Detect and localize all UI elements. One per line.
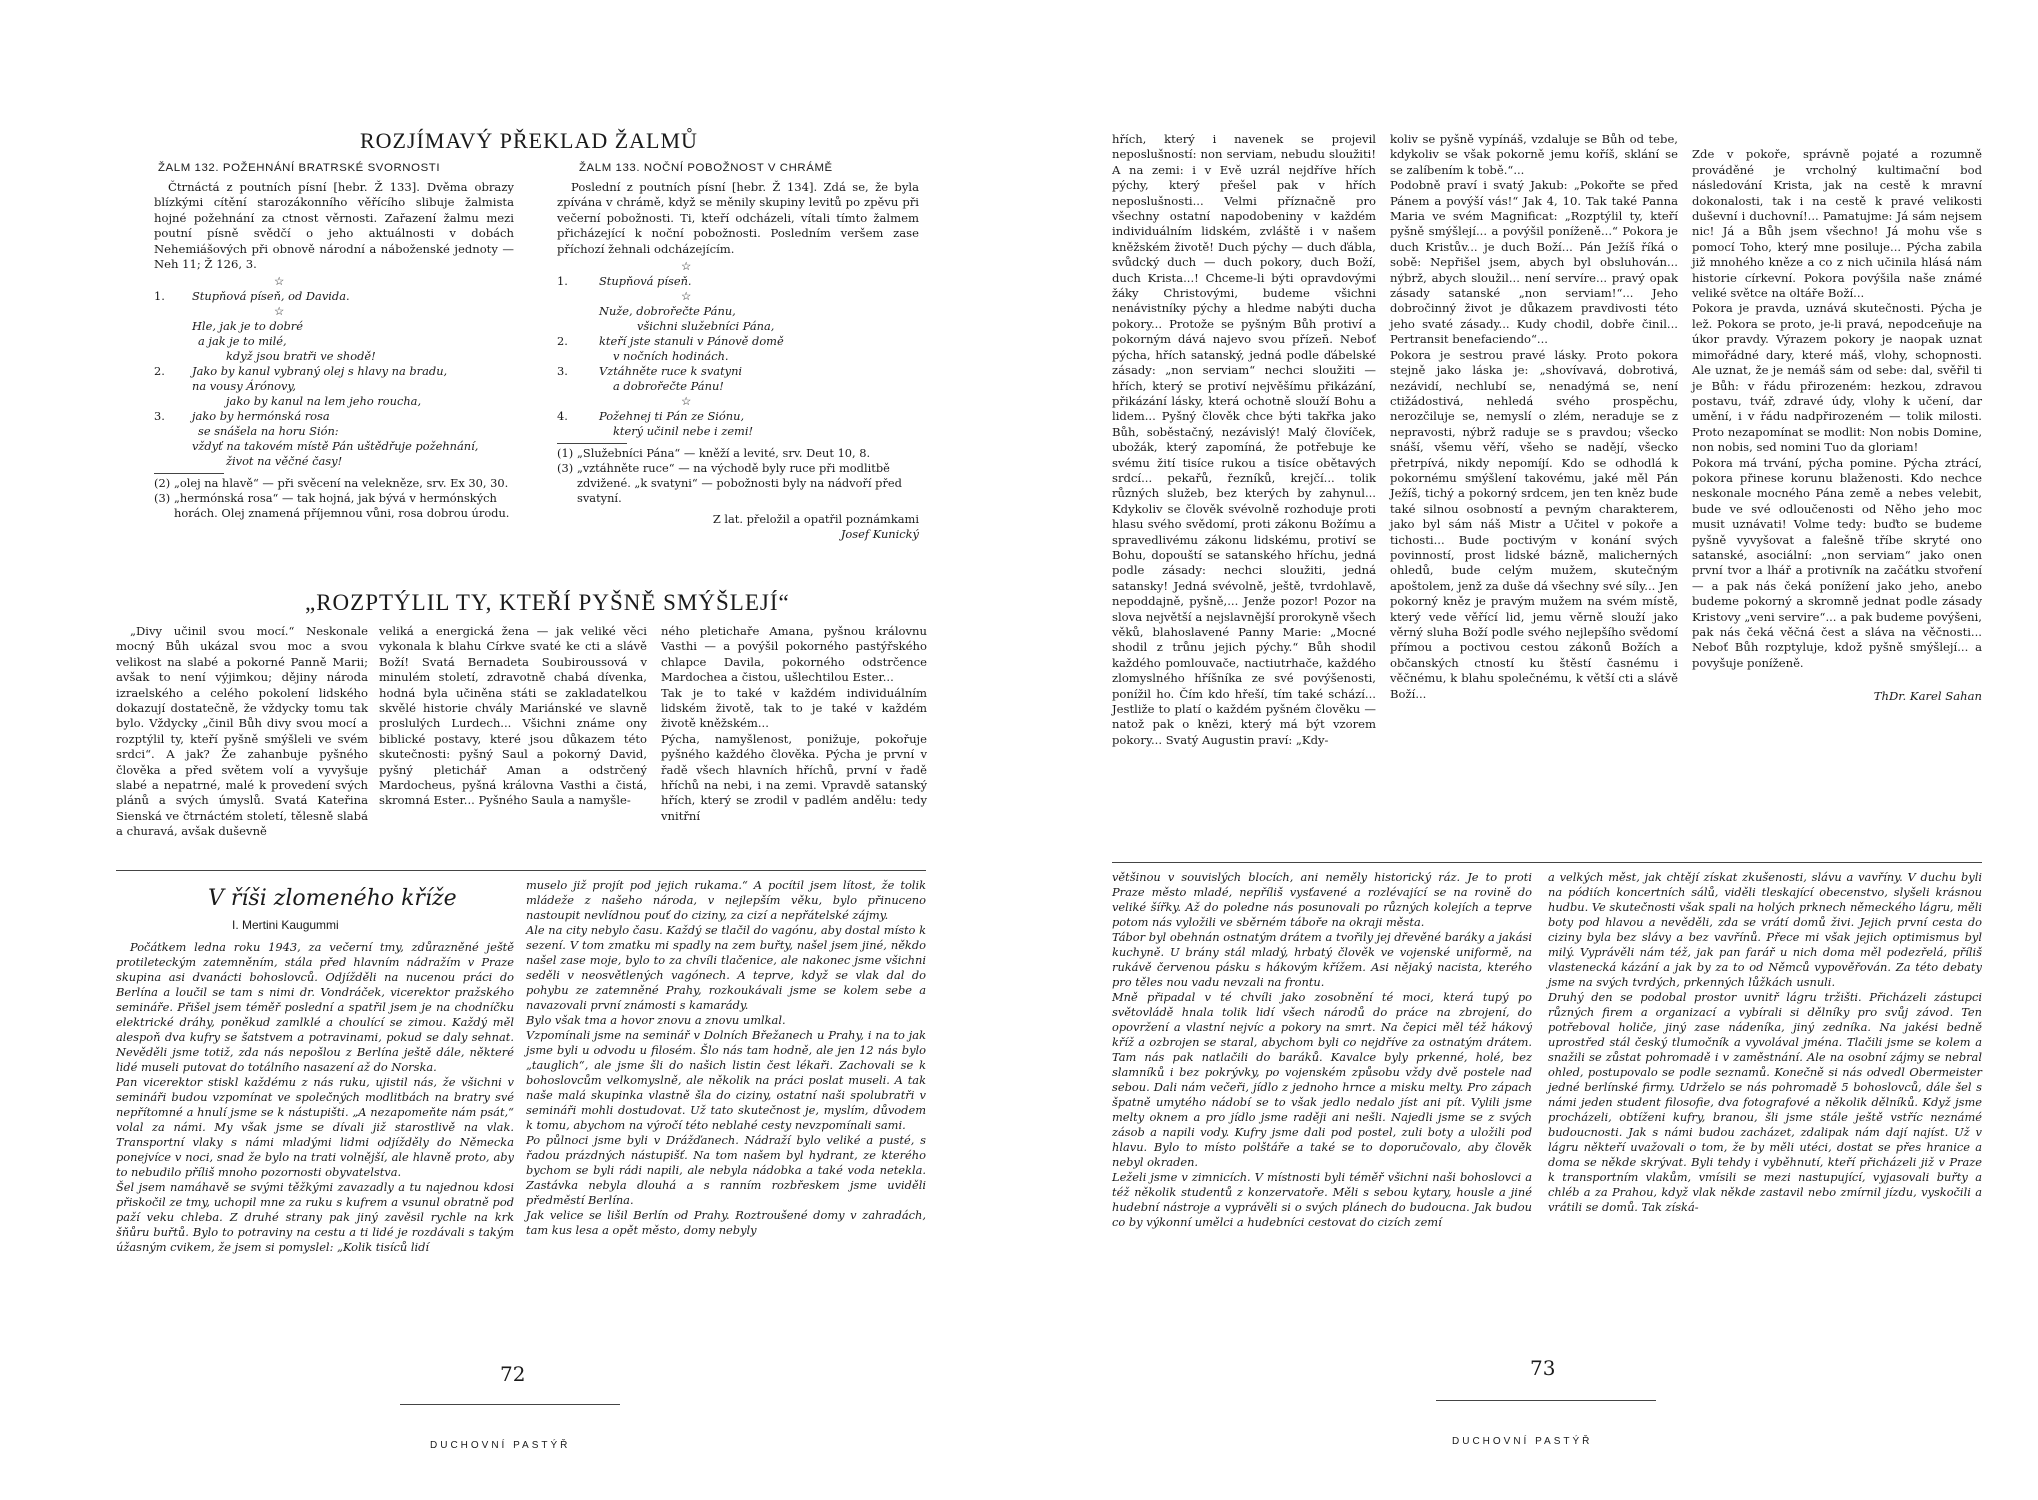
bottom-column-2: a velkých měst, jak chtějí získat zkušenosti, slávu a vavříny. V duchu byli na pódiích koncertních sálů, viděli tleskající obecenstvo, slyšeli krásnou hudbu. Ve skutečnosti však spali na holých prknech německého lágru, měli boty pod hlavou a nevěděli, zda se vrátí domů živi. Jejich první cesta do ciziny byla bez slávy a bez vavřínů. Přece mi však jejich optimismus byl milý. Vyprávěli nám též, jak pan farář u nich doma měl podezřelá, příliš vlastenecká kázání a jak by za to od Němců vypověřován. Za této debaty jsme na svých tvrdých, prkenných lůžkách usnuli. Druhý den se podobal prostor uvnitř lágru tržišti. Přicházeli zástupci různých firem a organizací a vybírali si dělníky pro svůj závod. Ten potřeboval holiče, jiný zase nádeníka, jiný zedníka. Na jakési bedně uprostřed stál český tlumočník a vyvolával jména. Tlačili jsme se kolem a snažili se zůstat pohromadě i v zaměstnání. Ale na osobní zájmy se nebral ohled, postupovalo se podle seznamů. Konečně si nás odvedl Obermeister jedné berlínské firmy. Udrželo se nás pohromadě 5 bohoslovců, dále šel s námi jeden student filosofie, dva fotografové a několik dělníků. Když jsme procházeli, obtíženi kufry, branou, šli jsme stále ještě vstříc neznámé budoucnosti. Jak s námi budou zacházet, zdalipak nám dají najíst. Už v lágru někteří uvažovali o tom, že by měli utéci, dostat se přes hranice a doma se někde skrývat. Byli tehdy i vyběhnutí, kteří přicházeli již v Praze k transportním vlakům, vmísili se mezi nastupující, vyjasovali buřty a chléb a za Prahou, když vlak někde zastavil nebo zmírnil jízdu, vyskočili a vrátili se domů. Tak získá- (1548, 870, 1982, 1214)
star-icon: ☆ (681, 259, 692, 274)
psalm-132-intro: Čtrnáctá z poutních písní [hebr. Ž 133]. Dvěma obrazy blízkými cítění starozákonního věřícího slibuje žalmista hojné požehnání za ctnost věrnosti. Zařazení žalmu mezi poutní písně svědčí o jeho aktuálnosti v dobách Nehemiášových při obnově národní a náboženské jednoty — Neh 11; Ž 126, 3. (154, 180, 514, 272)
psalm-132-heading: ŽALM 132. POŽEHNÁNÍ BRATRSKÉ SVORNOSTI (158, 162, 441, 174)
author-signature: ThDr. Karel Sahan (1873, 688, 1982, 703)
article-2-title: „ROZPTÝLIL TY, KTEŘÍ PYŠNĚ SMÝŠLEJÍ“ (305, 590, 790, 615)
footer-rule (400, 1404, 620, 1405)
psalm-132-notes: (2) „olej na hlavě“ — při svěcení na velekněze, srv. Ex 30, 30. (3) „hermónská rosa“ — tak hojná, jak bývá v hermónských horách. Olej znamená příjemnou vůni, rosa dobrou úrodu. (154, 476, 510, 521)
article-3-author: I. Mertini Kaugummi (232, 918, 339, 932)
psalm-133-notes: (1) „Služebníci Pána“ — kněží a levité, srv. Deut 10, 8. (3) „vztáhněte ruce“ — na východě byly ruce při modlitbě zdvižené. „k svatyni“ — pobožnosti byly na nádvoří před svatyní. (557, 446, 902, 506)
article-3-title: V říši zlomeného kříže (208, 886, 457, 911)
article-2-column-3: ného pletichaře Amana, pyšnou královnu Vasthi — a povýšil pokorného pastýřského chlapce Davila, pokorného odstrčence Mardochea a čistou, ušlechtilou Ester... Tak je to také v každém individuálním lidském životě, tak to je také v každém životě kněžském... Pýcha, namyšlenost, ponižuje, pokořuje pyšného každého člověka. Pýcha je první v řadě všech hlavních hříchů, první v řadě hříchů na nebi, i na zemi. Vpravdě satanský hřích, který se zrodil v padlém andělu: tedy vnitřní (661, 624, 927, 823)
right-column-2: koliv se pyšně vypínáš, vzdaluje se Bůh od tebe, kdykoliv se však pokorně jemu koříš, sklání se se zalíbením k tobě.“... Podobně praví i svatý Jakub: „Pokořte se před Pánem a povýší vás!“ Jak 4, 10. Tak také Panna Maria ve svém Magnificat: „Rozptýlil ty, kteří pyšně smýšlejí... a povýšil poníženě...“ Pokora je duch Kristův... je duch Boží... Pán Ježíš říká o sobě: Nepřišel jsem, abych byl obsluhován... nýbrž, abych sloužil... není servíre... pravý opak zásady satanské „non serviam!“... Jeho dobročinný život je důkazem pravdivosti této jeho svaté zásady... Kudy chodil, dobře činil... Pertransit benefaciendo“... Pokora je sestrou pravé lásky. Proto pokora stejně jako láska je: „shovívavá, dobrotivá, nezávidí, nechlubí se, nenadýmá se, není ctižádostivá, nehledá svého prospěchu, nerozčiluje se, nemyslí o zlém, neraduje se z nepravosti, nýbrž raduje se s pravdou; všecko snáší, všemu věří, všeho se nadějí, všecko přetrpívá, nikdy nepomíjí. Kdo se odhodlá k pokornému smýšlení takovému, jaké měl Pán Ježíš, tichý a pokorný srdcem, jen ten kněz bude také silnou osobností a pevným charakterem, jako byl sám náš Mistr a Učitel v pokoře a tichosti... Bude poctivým v konání svých povinností, prost lidské bázně, malicherných ohledů, bude celým mužem, skutečným apoštolem, jenž za duše dá všechny své síly... Jen pokorný kněz je pravým mužem na svém místě, který vede věřící lid, jemu věrně slouží jako věrný sluha Boží podle svého nejlepšího svědomí přímou a poctivou cestou zákonů Božích a občanských ctností ku štěstí časnému i věčnému, k blahu společnému, k větší cti a slávě Boží... (1390, 132, 1678, 701)
page-footer: DUCHOVNÍ PASTÝŘ (430, 1440, 571, 1451)
section-divider (1112, 862, 1982, 863)
article-3-column-2: muselo již projít pod jejich rukama.“ A pocítil jsem lítost, že tolik mládeže z našeho národa, v nejlepším věku, bylo přinuceno nastoupit nevlídnou pouť do ciziny, za cizí a nepřátelské zájmy. Ale na city nebylo času. Každý se tlačil do vagónu, aby dostal místo k sezení. V tom zmatku mi spadly na zem buřty, našel jsem jiné, někdo našel zase moje, bylo to za chvíli tlačenice, ale nakonec jsme všichni seděli v neosvětlených vagónech. A teprve, když se vlak dal do pohybu ze zatemněné Prahy, rozkoukávali jsme se kolem sebe a navazovali první známosti s kamarády. Bylo však tma a hovor znovu a znovu umlkal. Vzpomínali jsme na seminář v Dolních Břežanech u Prahy, i na to jak jsme byli u odvodu u filosém. Šlo nás tam hodně, ale jen 12 nás bylo „tauglich“, ale jsme šli do našich listin čest lékaři. Zachovali se k bohoslovcům velkomyslně, ale několik na práci poslat museli. A tak naše malá skupinka vlastně šla do ciziny, ostatní naši spolubratři v semináři mohli dostudovat. Už tato skutečnost je, myslím, důvodem k tomu, abychom na výročí této neblahé cesty nevzpomínali sami. Po půlnoci jsme byli v Drážďanech. Nádraží bylo veliké a pusté, s řadou prázdných nástupišť. Na tom našem byl hydrant, ze kterého bychom se byli rádi napili, ale nebyla nádobka a také voda netekla. Zastávka nebyla dlouhá a s ranním rozbřeskem jsme uviděli předměstí Berlína. Jak velice se lišil Berlín od Prahy. Roztroušené domy v zahradách, tam kus lesa a opět město, domy nebyly (526, 878, 926, 1237)
article-3-column-1: Počátkem ledna roku 1943, za večerní tmy, zdůrazněné ještě protileteckým zatemněním, stála před hlavním nádražím v Praze skupina asi dvanácti bohoslovců. Odjížděli na nucenou práci do Berlína a loučil se tam s nimi dr. Vondráček, vicerektor pražského semináře. Přišel jsem téměř poslední a spatřil jsem je na chodníčku elektrické dráhy, poněkud zamlklé a choulící se zimou. Každý měl alespoň dva kufry se šatstvem a potravinami, pokud se daly sehnat. Nevěděli jsme totiž, zda nás nepošlou z Berlína ještě dále, některé lidé museli putovat do totálního nasazení až do Norska. Pan vicerektor stiskl každému z nás ruku, ujistil nás, že všichni v semináři budou vzpomínat ve společných modlitbách na bratry své nepřítomné a hnulí jsme se k nástupišti. „A nezapomeňte nám psát,“ volal za námi. My však jsme se dívali již starostlivě na vlak. Transportní vlaky s námi mladými lidmi odjížděly do Německa ponejvíce v noci, snad že bylo na trati volnější, ale hlavně proto, aby to nebudilo příliš mnoho pozornosti obyvatelstva. Šel jsem namáhavě se svými těžkými zavazadly a tu najednou kdosi přiskočil ze tmy, uchopil mne za ruku s kufrem a vsunul obratně pod paží veku chleba. Z druhé strany pak jiný zavěsil rychle na krk šňůru buřtů. Bylo to potraviny na cestu a ti lidé je rozdávali s takým úžasným cvikem, že jsem si pomyslel: „Kolik tisíců lidí (116, 940, 514, 1254)
footer-rule (1436, 1400, 1656, 1401)
star-icon: ☆ (274, 304, 285, 319)
divider (154, 473, 224, 474)
psalms-title: ROZJÍMAVÝ PŘEKLAD ŽALMŮ (360, 128, 698, 153)
divider (557, 443, 627, 444)
psalm-133-verses: ☆ 1. Stupňová píseň. ☆ Nuže, dobrořečte Pánu, všichni služebníci Pána, 2. kteří jste stanuli v Pánově domě v nočních hodinách. 3. Vztáhněte ruce k svatyni a dobrořečte Pánu! ☆ 4. Požehnej ti Pán ze Siónu, který učinil nebe i zemi! (557, 259, 919, 439)
psalm-133-intro: Poslední z poutních písní [hebr. Ž 134]. Zdá se, že byla zpívána v chrámě, když se měnily skupiny levitů po zpěvu při večerní pobožnosti. Ti, kteří odcházeli, vítali tímto žalmem přicházející k noční pobožnosti. Posledním veršem zase příchozí žehnali odcházejícím. (557, 180, 919, 256)
article-2-column-1: „Divy učinil svou mocí.“ Neskonale mocný Bůh ukázal svou moc a svou velikost na slabé a pokorné Panně Marii; avšak to není výjimkou; dějiny národa izraelského a celého pokolení lidského dokazují dostatečně, že vždycky tomu tak bylo. Vždycky „činil Bůh divy svou mocí a rozptýlil ty, kteří pyšně smýšleli ve svém srdci“. A jak? Že zahanbuje pyšného člověka a před světem volí a vyvyšuje slabé a nepatrné, malé k provedení svých plánů a svých úmyslů. Svatá Kateřina Sienská ve čtrnáctém století, tělesně slabá a churavá, avšak duševně (116, 624, 368, 839)
page-number: 73 (1530, 1356, 1556, 1380)
star-icon: ☆ (681, 394, 692, 409)
article-2-column-2: veliká a energická žena — jak veliké věci vykonala k blahu Církve svaté ke cti a slávě Boží! Svatá Bernadeta Soubiroussová v minulém století, zdravotně chabá dívenka, hodná byla učiněna státi se zakladatelkou skvělé historie chvály Mariánské ve slavně proslulých Lurdech... Všichni známe ony biblické postavy, které jsou důkazem této skutečnosti: pyšný Saul a pokorný David, pyšný pletichář Aman a odstrčený Mardocheus, pyšná královna Vasthi a čistá, skromná Ester... Pyšného Saula a namyšle- (379, 624, 647, 808)
page-footer: DUCHOVNÍ PASTÝŘ (1452, 1436, 1593, 1447)
star-icon: ☆ (681, 289, 692, 304)
right-column-3: Zde v pokoře, správně pojaté a rozumně prováděné je vrcholný kultimační bod následování Krista, jak na cestě k mravní dokonalosti, tak i na cestě k pravé velikosti duševní i duchovní!... Pamatujme: Já sám nejsem nic! Já a Bůh jsem všechno! Já mohu vše s pomocí Toho, který mne posiluje... Pýcha zabila již mnohého kněze a co z nich učinila hlásá nám historie církevní. Pokora povýšila naše známé veliké světce na oltáře Boží... Pokora je pravda, uznává skutečnosti. Pýcha je lež. Pokora se proto, je-li pravá, nepodceňuje na úkor pravdy. Výrazem pokory je naopak uznat mimořádné dary, které máš, vlohy, schopnosti. Ale uznat, že je nemáš sám od sebe: dal, svěřil ti je Bůh: v řádu přirozeném: hezkou, zdravou postavu, tvář, zdravé údy, vlohy k učení, dar umění, i v řádu nadpřirozeném — tolik milosti. Proto nezapomínat se modlit: Non nobis Domine, non nobis, sed nomini Tuo da gloriam! Pokora má trvání, pýcha pomine. Pýcha ztrácí, pokora přinese korunu blaženosti. Kdo nechce neskonale mocného Pána země a nebes velebit, bude ve své odloučenosti od Něho jeho moc musit uznávati! Volme tedy: buďto se budeme pyšně vyvyšovat a falešně tříbe skryté ono satanské, asociální: „non serviam“ jako onen první tvor a lhář a protivník na začátku stvoření — a pak nás čeká ponížení jako jeho, anebo budeme pokorný a skromně jednat podle zásady Kristovy „veni servire“... a pak budeme povýšeni, pak nás čeká věčná čest a sláva na věčnosti... Neboť Bůh rozptyluje, kdož pyšně smýšlejí... a povyšuje poníženě. ThDr. Karel Sahan (1692, 147, 1982, 703)
psalm-133 (557, 162, 919, 542)
page-number: 72 (500, 1362, 526, 1386)
translator-name: Josef Kunický (840, 527, 919, 542)
psalm-133-heading: ŽALM 133. NOČNÍ POBOŽNOST V CHRÁMĚ (579, 162, 833, 174)
right-column-1: hřích, který i navenek se projevil neposlušností: non serviam, nebudu sloužiti! A na zemi: i v Evě uzrál nejdříve hřích pýchy, který přešel pak v hřích neposlušnosti... Velmi příznačně pro všechny ostatní napodobeniny v každém individuálním lidském, zvláště i v našem kněžském životě! Duch pýchy — duch ďábla, svůdcký duch — duch pokory, duch Boží, duch Krista...! Chceme-li býti opravdovými žáky Christovými, budeme všichni nenávistníky pýchy a hledme nabýti ducha pokory... Protože se pyšným Bůh protiví a pokorným dává najevo svou přízeň. Neboť pýcha, hřích satanský, jedná podle ďábelské zásady: „non serviam“ nechci sloužiti — hřích, který se protiví nejvěšímu přikázání, přikázání lásky, která ochotně slouží Bohu a lidem... Pyšný člověk chce býti takřka jako Bůh, soběstačný, nezávislý! Malý človíček, ubožák, který zapomíná, že potřebuje ke svému žití tisíce rukou a tisíce obětavých srdcí... pekařů, řezníků, krejčí... tolik různých služeb, bez kterých by zahynul... Kdykoliv se člověk svévolně rozhoduje proti hlasu svého svědomí, proti zákonu Božímu a spravedlivému zákonu lidskému, protiví se Bohu, dopouští se satanského hříchu, jedná podle zásady: nechci sloužiti, jedná satansky! Jedná svévolně, ještě, tvrdohlavě, nepoddajně, pyšně,... Jenže pozor! Pozor na slova největší a nejslavnější prorokyně všech věků, blahoslavené Panny Marie: „Mocné shodil z trůnu jejich pýchy.“ Bůh shodil každého pomlouvače, nactiutrhače, každého zlomyslného hříšníka ze své povýšenosti, ponížil ho. Čím kdo hřeší, tím také schází... Jestliže to platí o každém pyšném člověku — natož pak o knězi, který má být vzorem pokory... Svatý Augustin praví: „Kdy- (1112, 132, 1376, 747)
psalm-132-verses: ☆ 1. Stupňová píseň, od Davida. ☆ Hle, jak je to dobré a jak je to milé, když jsou bratři ve shodě! 2. Jako by kanul vybraný olej s hlavy na bradu, na vousy Árónovy, jako by kanul na lem jeho roucha, 3. jako by hermónská rosa se snášela na horu Sión: vždyť na takovém místě Pán uštědřuje požehnání, život na věčné časy! (154, 274, 514, 469)
section-divider (116, 870, 926, 871)
psalm-132 (154, 162, 514, 521)
translator-note: Z lat. přeložil a opatřil poznámkami (712, 512, 919, 527)
star-icon: ☆ (274, 274, 285, 289)
right-page (1080, 0, 2038, 1500)
bottom-column-1: většinou v souvislých blocích, ani neměly historický ráz. Je to proti Praze město mladé, nepříliš vysťavené a rozlévající se na rovině do veliké šířky. Až do poledne nás posunovali po různých kolejích a teprve potom nás vyložili ve sběrném táboře na okraji města. Tábor byl obehnán ostnatým drátem a tvořily jej dřevěné baráky a jakási kuchyně. U brány stál mladý, hrbatý člověk ve vojenské uniformě, na rukávě červenou pásku s hákovým křížem. Asi nějaký nacista, kterého pro těles nou vadu nevzali na frontu. Mně připadal v té chvíli jako zosobnění té moci, která tupý po světovládě hnala tolik lidí všech národů do práce na zbrojení, do opovržení a vlastní nejvíc a pokory na smrt. Na čepici měl též hákový kříž a ozbrojen se staral, abychom byli co nejdříve za ostnatým drátem. Tam nás pak natlačili do baráků. Kavalce byly prkenné, holé, bez slamníků i bez pokrývky, po vojenském způsobu vždy dvě postele nad sebou. Dali nám večeři, jídlo z jednoho hrnce a misku melty. Pro zápach špatně umytého nádobí se to však jedlo nedalo jíst ani pít. Vylili jsme melty oknem a pro jídlo jsme raději ani nešli. Najedli jsme se z svých zásob a napili vody. Kufry jsme dali pod postel, zuli boty a uložili pod hlavu. Bylo to místo polštáře a také se to doporučovalo, aby člověk nebyl okraden. Leželi jsme v zimnicích. V místnosti byli téměř všichni naši bohoslovci a též několik studentů z konzervatoře. Měli s sebou kytary, housle a jiné hudební nástroje a vyprávěli si o svých plánech do budoucna. Jak budou co by výkonní umělci a hudebníci cestovat do cizích zemí (1112, 870, 1532, 1229)
